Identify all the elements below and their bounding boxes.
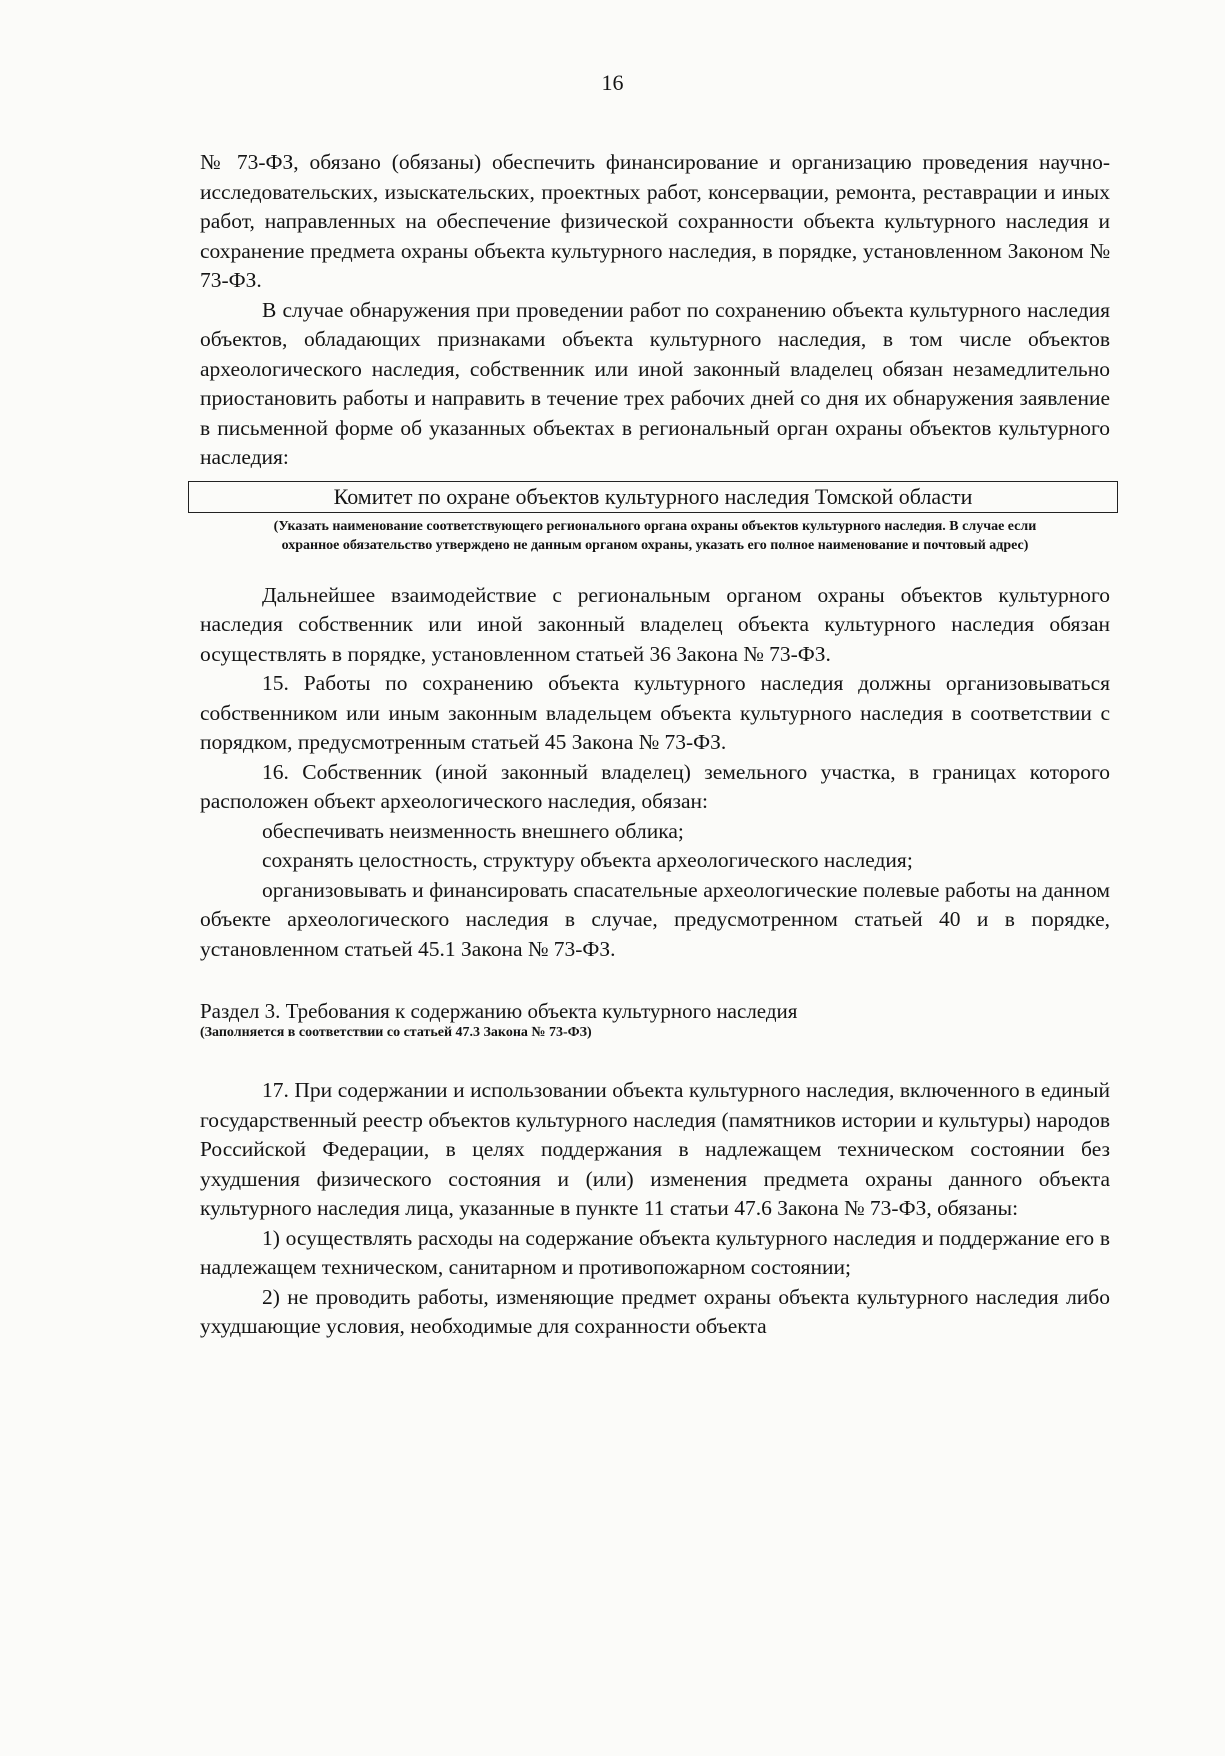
section-title: Раздел 3. Требования к содержанию объекта культурного наследия	[200, 999, 798, 1023]
paragraph: В случае обнаружения при проведении работ по сохранению объекта культурного наследия объектов, обладающих признаками объекта культурного наследия, в том числе объектов археологического наследия, собственник или иной законный владелец обязан незамедлительно приостановить работы и направить в течение трех рабочих дней со дня их обнаружения заявление в письменной форме об указанных объектах в региональный орган охраны объектов культурного наследия:	[200, 297, 1110, 469]
paragraph: 17. При содержании и использовании объекта культурного наследия, включенного в единый государственный реестр объектов культурного наследия (памятников истории и культуры) народов Российской Федерации, в целях поддержания в надлежащем техническом состоянии без ухудшения физического состояния и (или) изменения предмета охраны данного объекта культурного наследия лица, указанные в пункте 11 статьи 47.6 Закона № 73-ФЗ, обязаны:	[200, 1078, 1110, 1220]
list-item: организовывать и финансировать спасательные археологические полевые работы на данном объекте археологического наследия в случае, предусмотренном статьей 40 и в порядке, установленном статьей 45.1 Закона № 73-ФЗ.	[200, 877, 1110, 961]
list-item: сохранять целостность, структуру объекта археологического наследия;	[262, 848, 913, 872]
paragraph: 15. Работы по сохранению объекта культурного наследия должны организовываться собственником или иным законным владельцем объекта культурного наследия в соответствии с порядком, предусмотренным статьей 45 Закона № 73-ФЗ.	[200, 671, 1110, 754]
page-number: 16	[601, 70, 624, 95]
list-item: 1) осуществлять расходы на содержание объекта культурного наследия и поддержание его в надлежащем техническом, санитарном и противопожарном состоянии;	[200, 1225, 1110, 1279]
authority-box: Комитет по охране объектов культурного наследия Томской области	[188, 481, 1118, 513]
list-item: обеспечивать неизменность внешнего облика;	[262, 818, 684, 843]
list-item: 2) не проводить работы, изменяющие предмет охраны объекта культурного наследия либо ухудшающие условия, необходимые для сохранности объекта	[200, 1284, 1110, 1338]
authority-note: (Указать наименование соответствующего регионального органа охраны объектов культурного наследия. В случае если охранное обязательство утверждено не данным органом охраны, указать его полное наименование и почтовый адрес)	[273, 518, 1037, 553]
document-body	[200, 148, 1110, 1342]
paragraph: № 73-ФЗ, обязано (обязаны) обеспечить финансирование и организацию проведения научно-исследовательских, изыскательских, проектных работ, консервации, ремонта, реставрации и иных работ, направленных на обеспечение физической сохранности объекта культурного наследия и сохранение предмета охраны объекта культурного наследия, в порядке, установленном Законом № 73-ФЗ.	[200, 150, 1110, 292]
paragraph: Дальнейшее взаимодействие с региональным органом охраны объектов культурного наследия собственник или иной законный владелец объекта культурного наследия обязан осуществлять в порядке, установленном статьей 36 Закона № 73-ФЗ.	[200, 582, 1110, 666]
paragraph: 16. Собственник (иной законный владелец) земельного участка, в границах которого расположен объект археологического наследия, обязан:	[200, 759, 1110, 813]
section-note: (Заполняется в соответствии со статьей 47.3 Закона № 73-ФЗ)	[200, 1025, 592, 1040]
